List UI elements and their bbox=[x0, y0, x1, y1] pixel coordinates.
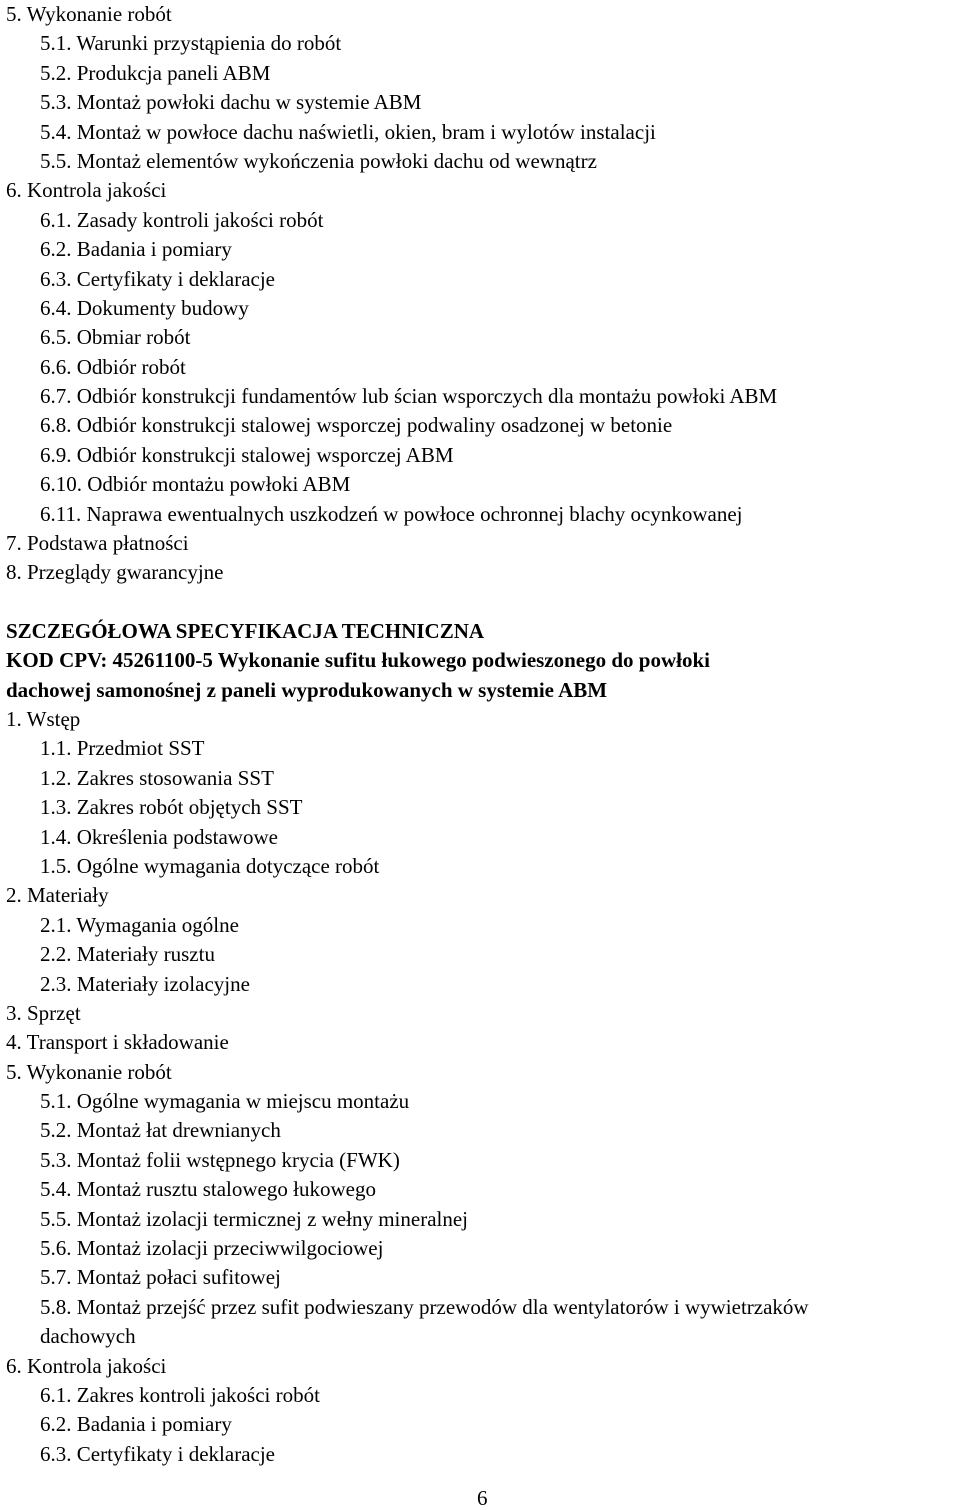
toc-heading: 6. Kontrola jakości bbox=[6, 1353, 167, 1378]
toc-subitem: 1.5. Ogólne wymagania dotyczące robót bbox=[40, 853, 380, 878]
toc-subitem: 6.2. Badania i pomiary bbox=[40, 1412, 232, 1437]
toc-heading: 7. Podstawa płatności bbox=[6, 531, 189, 556]
toc-subitem: 6.11. Naprawa ewentualnych uszkodzeń w powłoce ochronnej blachy ocynkowanej bbox=[40, 501, 743, 526]
toc-subitem: 6.1. Zasady kontroli jakości robót bbox=[40, 207, 324, 232]
toc-section-b bbox=[6, 705, 960, 1469]
toc-subitem: 5.2. Montaż łat drewnianych bbox=[40, 1118, 281, 1143]
toc-subitem: 6.10. Odbiór montażu powłoki ABM bbox=[40, 472, 351, 497]
toc-subitem: 5.6. Montaż izolacji przeciwwilgociowej bbox=[40, 1236, 384, 1261]
toc-subitem: 5.4. Montaż rusztu stalowego łukowego bbox=[40, 1177, 376, 1202]
toc-subitem: 5.1. Ogólne wymagania w miejscu montażu bbox=[40, 1089, 410, 1114]
toc-subitem: 6.3. Certyfikaty i deklaracje bbox=[40, 266, 275, 291]
cpv-code-line-2: dachowej samonośnej z paneli wyprodukowanych w systemie ABM bbox=[6, 677, 608, 702]
toc-subitem: 1.2. Zakres stosowania SST bbox=[40, 765, 274, 790]
toc-subitem: 6.7. Odbiór konstrukcji fundamentów lub ścian wsporczych dla montażu powłoki ABM bbox=[40, 384, 778, 409]
page-number: 6 bbox=[477, 1486, 488, 1510]
toc-subitem: 5.5. Montaż izolacji termicznej z wełny mineralnej bbox=[40, 1206, 468, 1231]
toc-subitem: 5.3. Montaż folii wstępnego krycia (FWK) bbox=[40, 1147, 400, 1172]
toc-section-a bbox=[6, 0, 960, 588]
toc-subitem: 5.4. Montaż w powłoce dachu naświetli, okien, bram i wylotów instalacji bbox=[40, 119, 656, 144]
section-gap bbox=[6, 588, 960, 617]
document-page bbox=[6, 0, 960, 1469]
toc-subitem: 6.3. Certyfikaty i deklaracje bbox=[40, 1441, 275, 1466]
toc-heading: 6. Kontrola jakości bbox=[6, 178, 167, 203]
toc-heading: 3. Sprzęt bbox=[6, 1000, 81, 1025]
toc-subitem: dachowych bbox=[40, 1324, 136, 1349]
toc-heading: 2. Materiały bbox=[6, 883, 109, 908]
toc-subitem: 2.1. Wymagania ogólne bbox=[40, 912, 239, 937]
toc-subitem: 1.4. Określenia podstawowe bbox=[40, 824, 278, 849]
toc-subitem: 6.4. Dokumenty budowy bbox=[40, 295, 249, 320]
toc-heading: 5. Wykonanie robót bbox=[6, 2, 172, 26]
toc-subitem: 5.8. Montaż przejść przez sufit podwieszany przewodów dla wentylatorów i wywietrzaków bbox=[40, 1294, 809, 1319]
toc-subitem: 6.2. Badania i pomiary bbox=[40, 237, 232, 262]
toc-subitem: 1.1. Przedmiot SST bbox=[40, 736, 205, 761]
toc-subitem: 6.1. Zakres kontroli jakości robót bbox=[40, 1382, 320, 1407]
toc-subitem: 5.1. Warunki przystąpienia do robót bbox=[40, 31, 342, 56]
toc-heading: 1. Wstęp bbox=[6, 706, 81, 731]
toc-subitem: 6.8. Odbiór konstrukcji stalowej wsporczej podwaliny osadzonej w betonie bbox=[40, 413, 673, 438]
toc-heading: 4. Transport i składowanie bbox=[6, 1030, 229, 1055]
toc-subitem: 1.3. Zakres robót objętych SST bbox=[40, 795, 303, 820]
toc-subitem: 2.2. Materiały rusztu bbox=[40, 942, 215, 967]
toc-subitem: 6.5. Obmiar robót bbox=[40, 325, 191, 350]
cpv-code-line-1: KOD CPV: 45261100-5 Wykonanie sufitu łukowego podwieszonego do powłoki bbox=[6, 648, 711, 673]
toc-subitem: 6.6. Odbiór robót bbox=[40, 354, 186, 379]
toc-subitem: 2.3. Materiały izolacyjne bbox=[40, 971, 250, 996]
toc-subitem: 5.3. Montaż powłoki dachu w systemie ABM bbox=[40, 90, 422, 115]
toc-heading: 5. Wykonanie robót bbox=[6, 1059, 172, 1084]
toc-subitem: 5.7. Montaż połaci sufitowej bbox=[40, 1265, 281, 1290]
toc-subitem: 6.9. Odbiór konstrukcji stalowej wsporczej ABM bbox=[40, 442, 454, 467]
spec-title: SZCZEGÓŁOWA SPECYFIKACJA TECHNICZNA bbox=[6, 618, 485, 643]
toc-heading: 8. Przeglądy gwarancyjne bbox=[6, 560, 224, 585]
toc-subitem: 5.2. Produkcja paneli ABM bbox=[40, 60, 271, 85]
toc-subitem: 5.5. Montaż elementów wykończenia powłoki dachu od wewnątrz bbox=[40, 148, 597, 173]
